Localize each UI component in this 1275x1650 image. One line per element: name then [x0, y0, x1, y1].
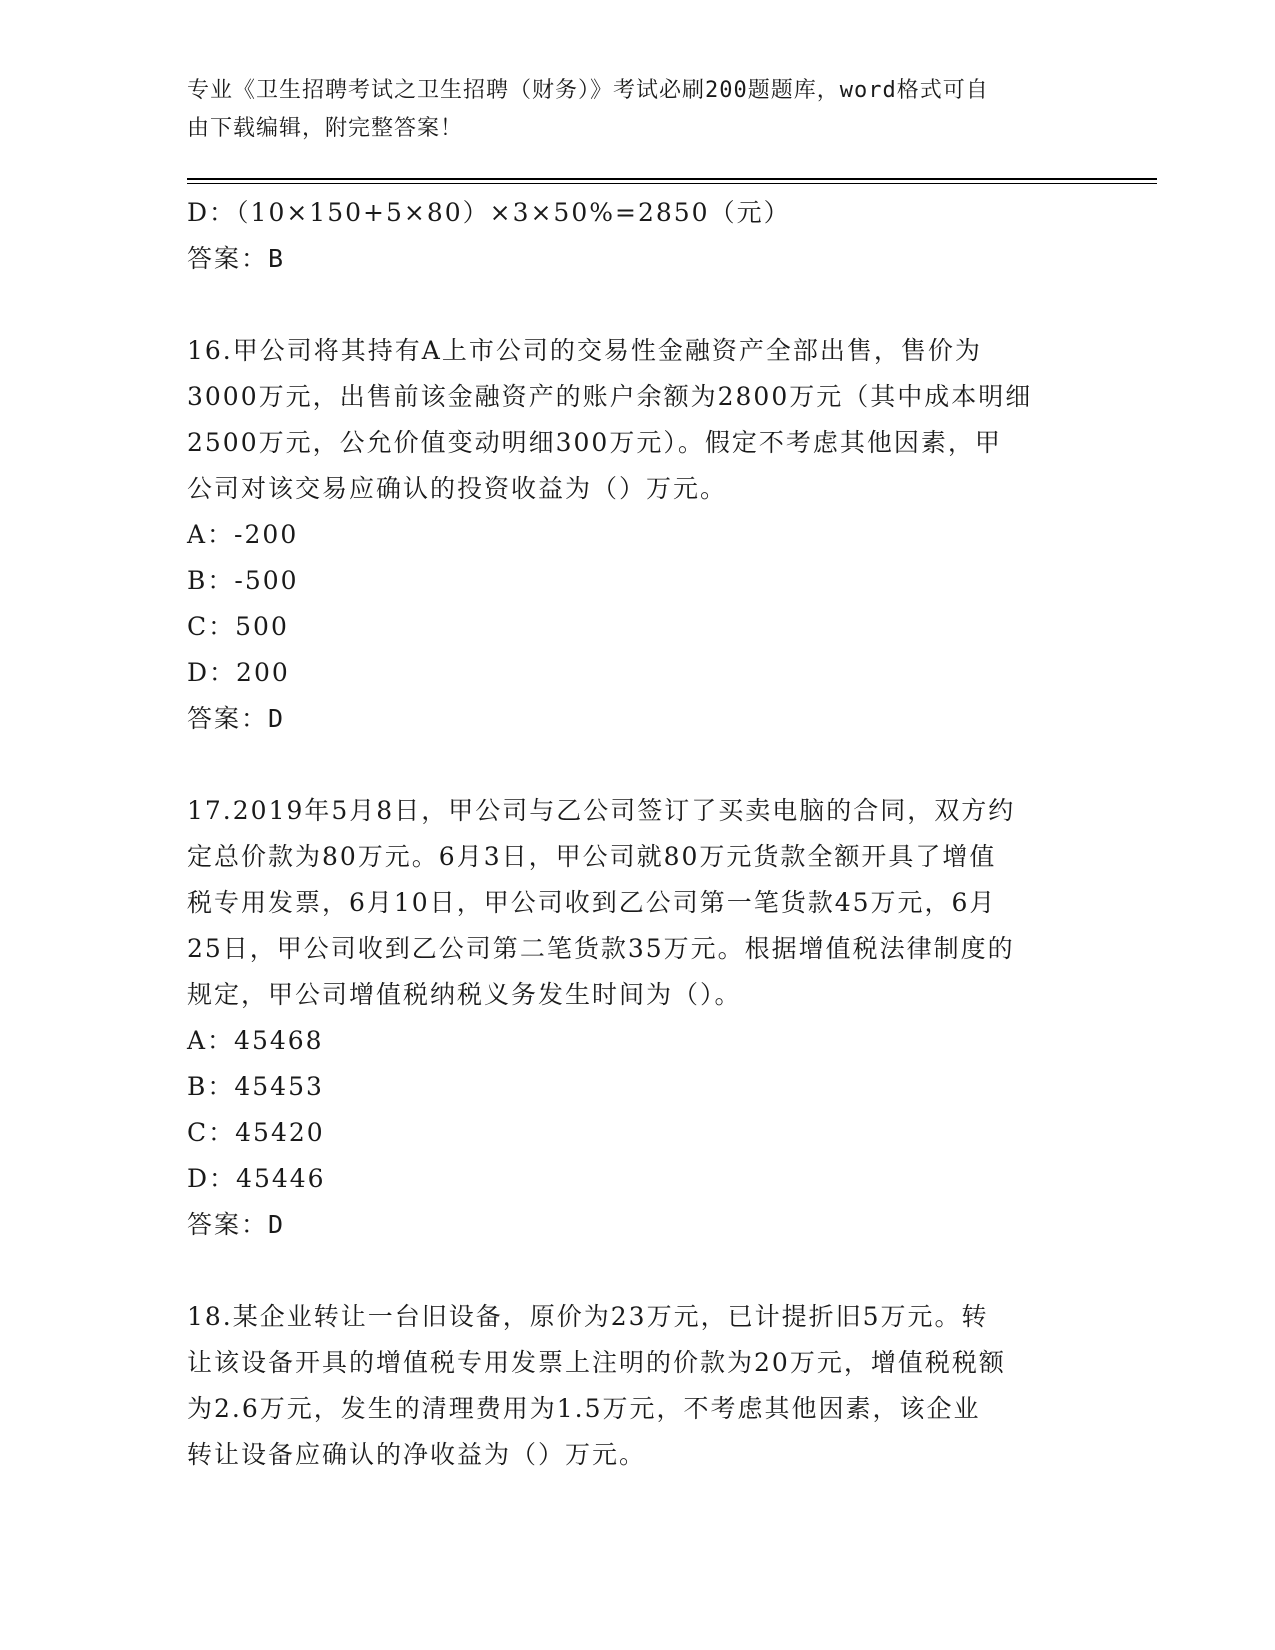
prev-option-d: D：（10×150+5×80）×3×50%=2850（元）	[187, 198, 791, 227]
question-16-option-d: D：200	[187, 658, 290, 687]
header-rule-thin	[187, 183, 1157, 184]
question-17-answer: 答案：D	[187, 1210, 286, 1239]
header-line-1: 专业《卫生招聘考试之卫生招聘（财务）》考试必刷200题题库，word格式可自	[187, 78, 989, 103]
question-17-line-4: 25日，甲公司收到乙公司第二笔货款35万元。根据增值税法律制度的	[187, 934, 1015, 963]
question-17-option-b: B：45453	[187, 1072, 324, 1101]
question-17-line-1: 17.2019年5月8日，甲公司与乙公司签订了买卖电脑的合同，双方约	[187, 796, 1016, 825]
question-18	[187, 1294, 1087, 1478]
question-16-line-1: 16.甲公司将其持有A上市公司的交易性金融资产全部出售，售价为	[187, 336, 982, 365]
header-rule-thick	[187, 178, 1157, 180]
question-17-option-a: A：45468	[187, 1026, 324, 1055]
question-16-answer: 答案：D	[187, 704, 286, 733]
question-16	[187, 328, 1087, 742]
spacer	[187, 1248, 1087, 1294]
question-18-line-3: 为2.6万元，发生的清理费用为1.5万元，不考虑其他因素，该企业	[187, 1394, 981, 1423]
question-16-line-3: 2500万元，公允价值变动明细300万元）。假定不考虑其他因素，甲	[187, 428, 1002, 457]
question-16-option-b: B：-500	[187, 566, 299, 595]
document-body	[187, 190, 1087, 1478]
question-17-line-3: 税专用发票，6月10日，甲公司收到乙公司第一笔货款45万元，6月	[187, 888, 997, 917]
question-18-line-1: 18.某企业转让一台旧设备，原价为23万元，已计提折旧5万元。转	[187, 1302, 989, 1331]
header-line-2: 由下载编辑，附完整答案！	[187, 116, 464, 141]
prev-answer: 答案：B	[187, 244, 286, 273]
question-16-option-c: C：500	[187, 612, 289, 641]
question-18-line-2: 让该设备开具的增值税专用发票上注明的价款为20万元，增值税税额	[187, 1348, 1006, 1377]
spacer	[187, 282, 1087, 328]
question-16-line-2: 3000万元，出售前该金融资产的账户余额为2800万元（其中成本明细	[187, 382, 1033, 411]
question-16-line-4: 公司对该交易应确认的投资收益为（）万元。	[187, 474, 728, 503]
question-17-line-5: 规定，甲公司增值税纳税义务发生时间为（）。	[187, 980, 742, 1009]
spacer	[187, 742, 1087, 788]
question-17-option-d: D：45446	[187, 1164, 326, 1193]
question-17-line-2: 定总价款为80万元。6月3日，甲公司就80万元货款全额开具了增值	[187, 842, 997, 871]
question-17-option-c: C：45420	[187, 1118, 325, 1147]
question-18-line-4: 转让设备应确认的净收益为（）万元。	[187, 1440, 647, 1469]
document-header	[187, 72, 1067, 148]
question-17	[187, 788, 1087, 1248]
question-16-option-a: A：-200	[187, 520, 299, 549]
